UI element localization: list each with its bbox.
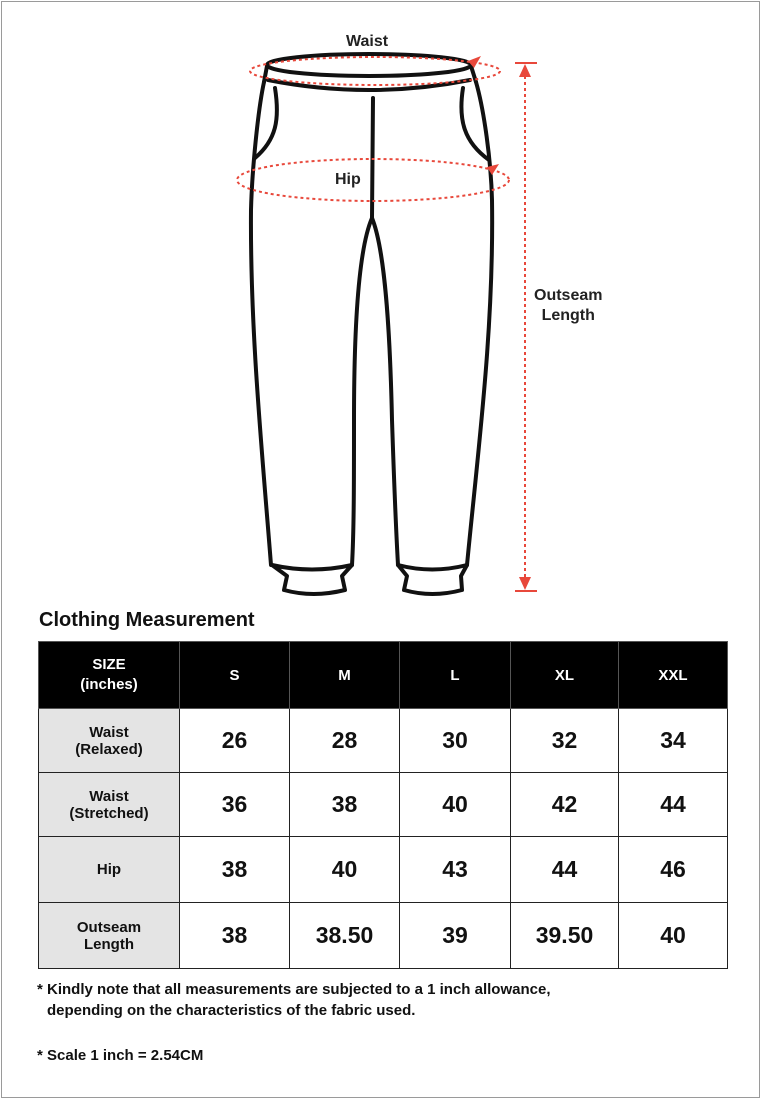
table-cell: 44	[619, 773, 728, 837]
row-label-line1: Waist	[89, 787, 129, 805]
table-cell: 30	[400, 709, 511, 773]
allowance-note	[37, 979, 551, 1021]
table-cell: 40	[290, 837, 400, 903]
size-header-l: L	[400, 642, 511, 709]
row-label	[39, 773, 180, 837]
table-cell: 43	[400, 837, 511, 903]
row-label	[39, 837, 180, 903]
row-label-line2: Length	[84, 935, 134, 953]
size-header-line1: SIZE	[92, 656, 126, 673]
table-cell: 28	[290, 709, 400, 773]
table-row-outseam-length	[39, 903, 728, 969]
table-cell: 36	[180, 773, 290, 837]
row-label-line1: Waist	[89, 723, 129, 741]
allowance-note-line1: * Kindly note that all measurements are subjected to a 1 inch allowance,	[37, 981, 551, 998]
outseam-label-line1: Outseam	[534, 287, 603, 304]
table-cell: 46	[619, 837, 728, 903]
outseam-label	[534, 286, 602, 326]
table-cell: 38	[290, 773, 400, 837]
table-cell: 39.50	[511, 903, 619, 969]
row-label-line1: Hip	[96, 861, 122, 878]
row-label	[39, 903, 180, 969]
table-cell: 44	[511, 837, 619, 903]
table-cell: 38.50	[290, 903, 400, 969]
left-leg-inner	[352, 218, 372, 565]
outseam-label-line2: Length	[541, 307, 595, 324]
row-label	[39, 709, 180, 773]
size-header-m: M	[290, 642, 400, 709]
size-chart-table	[38, 641, 728, 969]
row-label-line2: (Stretched)	[69, 804, 149, 822]
table-cell: 32	[511, 709, 619, 773]
size-header-xl: XL	[511, 642, 619, 709]
table-row-hip	[39, 837, 728, 903]
waist-label: Waist	[346, 33, 389, 50]
size-header-s: S	[180, 642, 290, 709]
scale-note: * Scale 1 inch = 2.54CM	[37, 1047, 204, 1064]
table-cell: 40	[619, 903, 728, 969]
size-header-line2: (inches)	[80, 676, 138, 693]
row-label-line2: (Relaxed)	[75, 740, 143, 758]
table-cell: 26	[180, 709, 290, 773]
table-cell: 38	[180, 903, 290, 969]
table-row-waist-stretched	[39, 773, 728, 837]
row-label-line1: Outseam	[76, 918, 142, 936]
table-cell: 34	[619, 709, 728, 773]
waistband-top	[267, 54, 471, 76]
table-cell: 39	[400, 903, 511, 969]
table-cell: 38	[180, 837, 290, 903]
right-cuff	[398, 565, 467, 594]
left-cuff	[272, 565, 352, 594]
table-cell: 42	[511, 773, 619, 837]
hip-label: Hip	[335, 171, 361, 188]
allowance-note-line2: depending on the characteristics of the fabric used.	[47, 1002, 416, 1019]
table-cell: 40	[400, 773, 511, 837]
right-leg-inner	[372, 218, 398, 565]
outseam-bottom-arrow-icon	[519, 577, 531, 590]
size-column-header	[39, 642, 180, 709]
table-row-waist-relaxed	[39, 709, 728, 773]
table-header-row	[39, 642, 728, 709]
size-header-xxl: XXL	[619, 642, 728, 709]
outseam-top-arrow-icon	[519, 64, 531, 77]
section-title: Clothing Measurement	[39, 609, 255, 631]
